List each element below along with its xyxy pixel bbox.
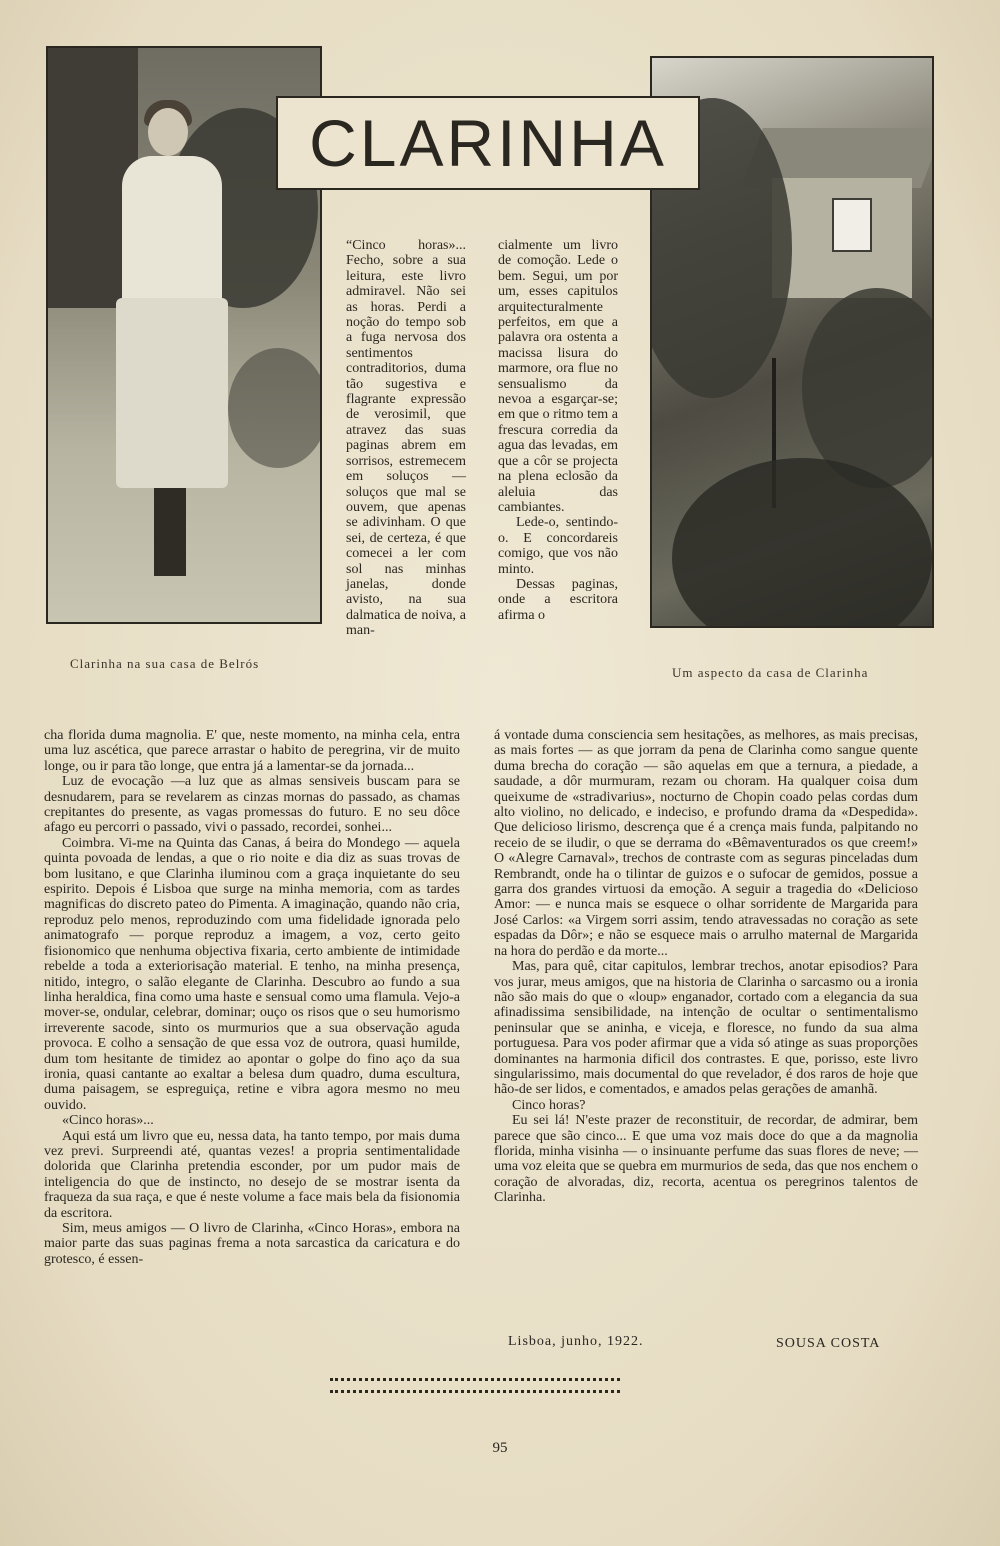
ivy-right xyxy=(802,288,934,488)
title-box xyxy=(276,96,700,190)
girl-dress-skirt xyxy=(116,298,228,488)
shrub xyxy=(228,348,322,468)
author-signature: SOUSA COSTA xyxy=(776,1336,881,1351)
caption-left: Clarinha na sua casa de Belrós xyxy=(70,656,260,671)
paragraph: cha florida duma magnolia. E' que, neste momento, na minha cela, entra uma luz ascética, que parece arrastar o habito de peregrina, vir de muito longe, ou ir para tão longe, que entra já a lamentar-se da jornada... xyxy=(44,728,460,774)
page-number: 95 xyxy=(492,1440,508,1456)
paragraph: á vontade duma consciencia sem hesitações, as melhores, as mais precisas, as mais fortes — as que jorram da pena de Clarinha como sangue quente duma brecha do coração — são aquelas em que a ternura, a piedade, a saudade, a dôr murmuram, rezam ou choram. Ha qualquer coisa dum queixume de «stradivarius», nocturno de Chopin coado pelas cordas dum alto violino, no delicado, e indeciso, e profundo drama da «Despedida». Que delicioso lirismo, descrença que é a crença mais funda, palpitando no receio de se iludir, o que se derrama do «Bêmaventurados os que creem!» O «Alegre Carnaval», trechos de contraste com as seguras pinceladas dum Rembrandt, onde ha o tilintar de guizos e o sufocar de gemidos, possue a garra dos grandes virtuosi da emoção. A seguir a tragedia do «Delicioso Amor: — e nunca mais se esquece o olhar sorridente de Margarida para José Carlos: «a Virgem sorri assim, tendo atravessadas no coração as sete espadas da Dôr»; e não se esquece mais o arrulho maternal de Margarida na hora do perdão e da morte... xyxy=(494,728,918,959)
paragraph: Dessas paginas, onde a escritora afirma o xyxy=(498,576,618,623)
paragraph: “Cinco horas»... Fecho, sobre a sua leitura, este livro admiravel. Não sei as horas. Perdi a noção do tempo sob a fuga nervosa dos sentimentos contraditorios, duma tão sugestiva e flagrante expressão de verosimil, que atravez das suas paginas abrem em sorrisos, estremecem em soluços —soluços que mal se ouvem, que apenas se adivinham. O que sei, de certeza, é que comecei a ler com sol nas minhas janelas, donde avisto, na sua dalmatica de noiva, a man- xyxy=(346,238,466,639)
girl-dress-top xyxy=(122,156,222,306)
ornament-rule xyxy=(330,1378,620,1385)
paragraph: cialmente um livro de comoção. Lede o bem. Segui, um por um, esses capitulos arquitecturalmente perfeitos, em que a palavra ora ostenta a macissa lisura do marmore, ora flue no sensualismo da nevoa a esgarçar-se; em que o ritmo tem a frescura corredia da agua das levadas, em que a côr se projecta na plena eclosão da aleluia das cambiantes. xyxy=(498,238,618,515)
caption-right: Um aspecto da casa de Clarinha xyxy=(672,665,869,680)
place-date: Lisboa, junho, 1922. xyxy=(508,1334,644,1349)
paragraph: Cinco horas? xyxy=(512,1097,586,1113)
paragraph: «Cinco horas»... xyxy=(62,1113,154,1129)
paragraph: Mas, para quê, citar capitulos, lembrar trechos, anotar episodios? Para vos jurar, meus amigos, que na historia de Clarinha o sarcasmo ou a ironia não são mais do que o «loup» enganador, cortado com a elegancia da sua afinadissima sensibilidade, na intenção de ocultar o sentimentalismo peninsular que se aninha, e viceja, e floresce, no fundo da sua alma portuguesa. Para vos poder afirmar que a vida só atinge as suas proporções dominantes na harmonia dificil dos contrastes. E que, porisso, este livro singularissimo, mais documental do que revelador, é dos raros de hoje que hão-de ser lidos, e comentados, e amados pelas gerações de amanhã. xyxy=(494,959,918,1098)
column-narrow-2 xyxy=(498,238,618,623)
paragraph: Sim, meus amigos — O livro de Clarinha, «Cinco Horas», embora na maior parte das suas paginas frema a nota sarcastica da caricatura e do grotesco, é essen- xyxy=(44,1221,460,1267)
column-narrow-1 xyxy=(346,238,466,639)
paragraph: Eu sei lá! N'este prazer de reconstituir, de recordar, de admirar, bem parece que são cinco... E que uma voz mais doce do que a da magnolia florida, minha visinha — o insinuante perfume das suas flores de neve; — uma voz eleita que se quebra em murmurios de seda, das que nos enchem o coração de alvoradas, diz, recorta, acentua os peregrinos talentos de Clarinha. xyxy=(494,1113,918,1206)
house-window xyxy=(832,198,872,252)
girl-head xyxy=(148,108,188,156)
girl-legs xyxy=(154,488,186,576)
column-right xyxy=(494,728,918,1206)
article-title: CLARINHA xyxy=(309,106,667,180)
paragraph: Lede-o, sentindo-o. E concordareis comigo, que vos não minto. xyxy=(498,515,618,577)
ornament-rule xyxy=(330,1390,620,1397)
paragraph: Aqui está um livro que eu, nessa data, ha tanto tempo, por mais duma vez previ. Surpreendi até, quantas vezes! a propria sentimentalidade dolorida que Clarinha pretendia esconder, por um pudor mais de inteligencia do que de instincto, no desejo de se mostrar isenta da fraqueza da sua raça, e que é neste volume a face mais bela da fisionomia da escritora. xyxy=(44,1128,460,1221)
paragraph: Coimbra. Vi-me na Quinta das Canas, á beira do Mondego — aquela quinta povoada de lendas, a que o rio noite e dia diz as suas trovas de bom lusitano, e que Clarinha iluminou com a graça inquietante do seu espirito. Depois é Lisboa que surge na minha memoria, com as tardes magnificas do discreto pateo do Pimenta. A imaginação, quando não cria, reproduz pelo menos, reproduzindo com uma fidelidade ignorada pelo animatografo — porque reproduz a imagem, a voz, certo geito fisionomico que nenhuma objectiva fixaria, certo ambiente de intimidade rebelde a toda a exteriorisação material. E tenho, na minha presença, nitido, integro, o salão elegante de Clarinha. Descubro ao fundo a sua linha heraldica, fina como uma haste e sensual como uma flamula. Vejo-a mover-se, ondular, celebrar, dominar; ouço os risos que o seu humorismo irreverente sacode, sinto os murmurios que a sua observação aguda provoca. E colho a sensação de que essa voz de outrora, quasi humilde, dum tom hesitante de timidez ao apontar o golpe do fino aço da sua ironia, quasi cantante ao exaltar a belesa dum quadro, duma escultura, duma paisagem, se espreguiça, retine e vibra agora mesmo no meu ouvido. xyxy=(44,835,460,1113)
column-left xyxy=(44,728,460,1267)
paragraph: Luz de evocação —a luz que as almas sensiveis buscam para se desnudarem, para se revelarem as cinzas mornas do passado, as chamas crepitantes do presente, as vagas promessas do futuro. E no seu dôce afago eu percorri o passado, vivi o passado, recordei, sonhei... xyxy=(44,774,460,836)
